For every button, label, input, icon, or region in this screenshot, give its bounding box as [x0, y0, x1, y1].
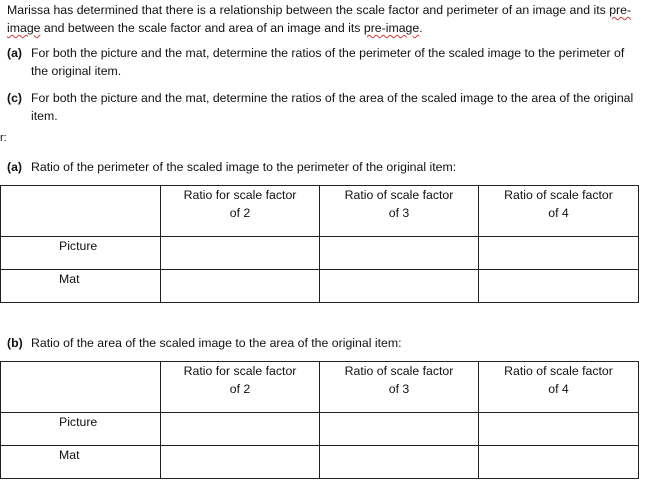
- pre-image-term-1: pre-image: [7, 3, 632, 35]
- table-heading-label: (b): [7, 336, 23, 350]
- column-header-line1: Ratio of scale factor: [504, 188, 613, 202]
- question-text: For both the picture and the mat, determine the ratios of the perimeter of the scaled image to the perimeter of the original item.: [31, 46, 625, 78]
- table-heading-text: Ratio of the perimeter of the scaled image to the perimeter of the original item:: [31, 160, 457, 174]
- pre-image-term-2: pre-image: [363, 21, 420, 35]
- column-header-line2: of 2: [229, 382, 251, 396]
- column-header-scale-4[interactable]: [479, 362, 639, 413]
- column-header-scale-4[interactable]: [479, 186, 639, 237]
- column-header-line1: Ratio of scale factor: [344, 364, 454, 378]
- table-header-row: [1, 186, 639, 237]
- intro-text-end: .: [419, 21, 423, 35]
- column-header-scale-3[interactable]: [320, 186, 479, 237]
- row-label-mat: Mat: [1, 270, 161, 303]
- table-row-mat: [1, 446, 639, 479]
- question-text: For both the picture and the mat, determine the ratios of the area of the scaled image to the area of the original item.: [31, 91, 634, 123]
- table-row-mat: [1, 270, 639, 303]
- question-label: (a): [7, 46, 23, 60]
- table-row-picture: [1, 237, 639, 270]
- column-header-scale-2[interactable]: [161, 186, 320, 237]
- table-heading-label: (a): [7, 160, 23, 174]
- column-header-line2: of 3: [388, 382, 410, 396]
- corner-cell[interactable]: [1, 186, 161, 237]
- question-c: [7, 89, 637, 125]
- answer-cell[interactable]: [320, 446, 479, 479]
- intro-text-a: Marissa has determined that there is a relationship between the scale factor and perimeter of an image and its: [7, 3, 610, 17]
- answer-cell[interactable]: [479, 446, 639, 479]
- column-header-line2: of 4: [548, 382, 569, 396]
- answer-cell[interactable]: [161, 446, 320, 479]
- table-b-heading: [7, 334, 402, 352]
- table-header-row: [1, 362, 639, 413]
- row-label-picture: Picture: [1, 413, 161, 446]
- table-heading-text: Ratio of the area of the scaled image to the area of the original item:: [31, 336, 402, 350]
- answer-cell[interactable]: [161, 270, 320, 303]
- answer-cell[interactable]: [161, 413, 320, 446]
- column-header-line2: of 4: [548, 206, 569, 220]
- table-row-picture: [1, 413, 639, 446]
- table-a-heading: [7, 158, 456, 176]
- answer-cell[interactable]: [161, 237, 320, 270]
- column-header-line2: of 2: [229, 206, 251, 220]
- perimeter-ratio-table: [0, 185, 639, 303]
- stray-mark: r:: [0, 132, 7, 144]
- question-a: [7, 44, 637, 80]
- area-ratio-table: [0, 361, 639, 479]
- column-header-line1: Ratio for scale factor: [183, 188, 297, 202]
- answer-cell[interactable]: [479, 270, 639, 303]
- answer-cell[interactable]: [320, 237, 479, 270]
- corner-cell[interactable]: [1, 362, 161, 413]
- intro-paragraph: [7, 1, 639, 37]
- column-header-line1: Ratio of scale factor: [344, 188, 454, 202]
- answer-cell[interactable]: [479, 237, 639, 270]
- column-header-scale-3[interactable]: [320, 362, 479, 413]
- column-header-line1: Ratio of scale factor: [504, 364, 613, 378]
- column-header-scale-2[interactable]: [161, 362, 320, 413]
- answer-cell[interactable]: [320, 270, 479, 303]
- row-label-mat: Mat: [1, 446, 161, 479]
- row-label-picture: Picture: [1, 237, 161, 270]
- intro-text-b: and between the scale factor and area of an image and its: [40, 21, 364, 35]
- column-header-line2: of 3: [388, 206, 410, 220]
- column-header-line1: Ratio for scale factor: [183, 364, 297, 378]
- answer-cell[interactable]: [479, 413, 639, 446]
- answer-cell[interactable]: [320, 413, 479, 446]
- question-label: (c): [7, 91, 23, 105]
